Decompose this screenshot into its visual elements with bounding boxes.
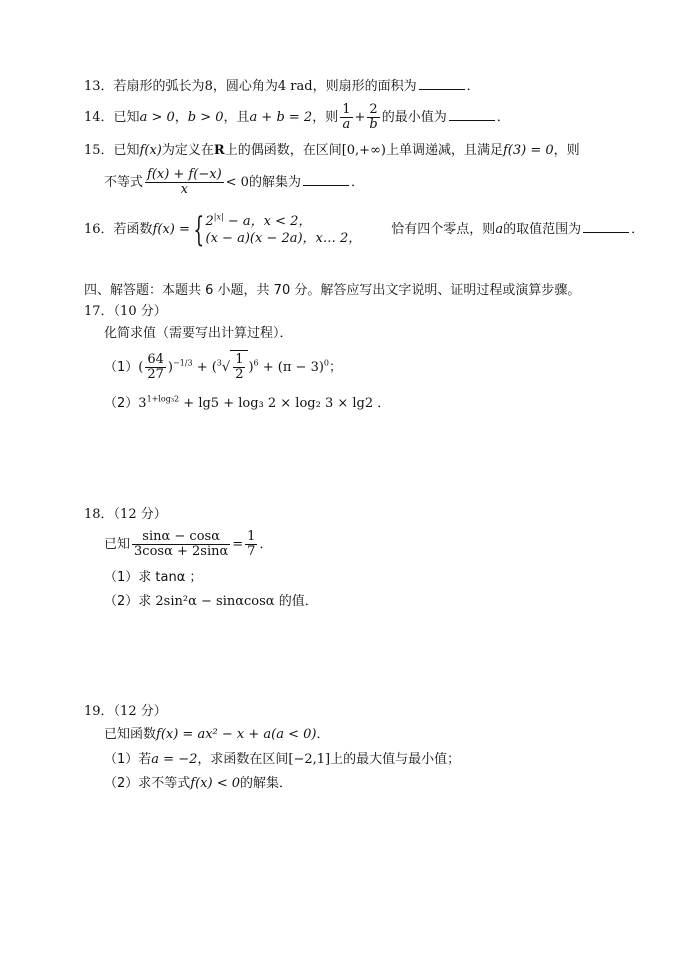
q18-end: ． (259, 537, 273, 552)
q16-number: 16． (84, 222, 114, 237)
case-1 (206, 213, 362, 230)
q13-number: 13． (84, 79, 114, 94)
q19-inequality: f(x) < 0 (190, 776, 240, 791)
answer-blank (449, 109, 495, 121)
q16-text: 若函数 (113, 222, 153, 237)
answer-blank (583, 221, 629, 233)
q14-cond-a: a > 0 (139, 110, 175, 125)
numerator: 1 (235, 352, 244, 367)
q19-condition: a = −2 (151, 752, 198, 767)
q14-end: ． (496, 110, 510, 125)
q19-end: ． (316, 727, 330, 742)
q18-text: 的值． (274, 594, 318, 609)
case-2: (x − a)(x − 2a)，x… 2， (205, 230, 362, 246)
log-expression: + lg5 + log₃ 2 × log₂ 3 × lg2 ． (179, 396, 391, 411)
question-19-header: 19．（12 分） (84, 704, 167, 719)
plus: + ( (192, 360, 217, 375)
q15-condition: f(3) = 0 (503, 143, 554, 158)
exponent: 1+log₃2 (146, 394, 180, 404)
question-19-part-2 (104, 776, 292, 792)
case-1-base: 2 (205, 213, 214, 229)
question-13 (84, 78, 480, 95)
numerator: sinα − cosα (132, 530, 230, 545)
q15-text: 不等式 (104, 175, 144, 190)
q16-text: 的取值范围为 (503, 222, 582, 237)
piecewise-cases (206, 213, 362, 247)
q14-text: 已知 (113, 110, 140, 125)
paren: ) (167, 360, 173, 375)
question-17-header: 17．（10 分） (84, 304, 167, 319)
denominator: 7 (247, 544, 256, 559)
part-label: （1） (104, 360, 139, 375)
q15-text: 上单调递减，且满足 (385, 143, 503, 158)
pi-term: + (π − 3) (258, 360, 324, 375)
q14-sep: ， (174, 110, 188, 125)
q16-end: ． (631, 222, 645, 237)
part-label: （2） (104, 396, 139, 411)
q15-text: 为定义在 (161, 143, 214, 158)
q19-text: 上的最大值与最小值； (330, 752, 461, 767)
question-18-part-1: （1）求 tanα ； (104, 570, 203, 585)
numerator: 64 (147, 352, 164, 367)
q13-end: ． (466, 79, 480, 94)
exponent: 6 (253, 358, 259, 368)
q13-text: ，圆心角为 (212, 79, 278, 94)
exponent: −1/3 (172, 358, 193, 368)
answer-blank (419, 78, 465, 90)
fraction-1-over-a (340, 103, 352, 132)
case-1-exponent: |x| (213, 212, 224, 222)
question-14 (84, 103, 510, 133)
q13-arc-length: 8 (204, 79, 213, 94)
equals: = (232, 537, 244, 552)
q16-text: 恰有四个零点，则 (391, 222, 496, 237)
part-end: ； (329, 360, 343, 375)
q18-text: （2）求 (104, 594, 156, 609)
q15-text: ，则 (553, 143, 580, 158)
q15-number: 15． (84, 143, 114, 158)
question-16 (84, 210, 644, 250)
q15-text: 已知 (113, 143, 140, 158)
q15-end: ． (350, 175, 364, 190)
answer-blank (303, 174, 349, 186)
q16-function: f(x) = (152, 222, 190, 237)
denominator: 27 (147, 367, 164, 382)
q14-number: 14． (84, 110, 114, 125)
q14-cond-b: b > 0 (187, 110, 224, 125)
q15-reals: R (213, 143, 225, 158)
denominator: a (342, 117, 351, 132)
case-1-rest: − a，x < 2， (223, 213, 312, 229)
q13-text: ，则扇形的面积为 (312, 79, 417, 94)
radical-sign: √ (221, 360, 231, 375)
q19-text: 的解集． (240, 776, 293, 791)
base: 3 (138, 396, 147, 411)
plus: + (354, 110, 366, 125)
question-18-part-2 (104, 594, 318, 610)
denominator: 2 (235, 367, 244, 382)
q19-text: （1）若 (104, 752, 152, 767)
fraction-64-27 (145, 353, 166, 382)
numerator: f(x) + f(−x) (147, 167, 222, 182)
question-18-given (104, 528, 272, 562)
denominator: x (180, 182, 188, 197)
q13-text: 若扇形的弧长为 (113, 79, 205, 94)
question-17-part-1 (104, 350, 342, 385)
q14-text: 的最小值为 (381, 110, 447, 125)
q19-text: （2）求不等式 (104, 776, 191, 791)
q19-text: 已知函数 (104, 727, 157, 742)
denominator: 3cosα + 2sinα (134, 544, 229, 559)
question-15-line-2 (104, 168, 364, 198)
q18-fraction (132, 530, 230, 559)
piecewise-brace: { (193, 209, 205, 250)
q19-text: ，求函数在区间 (197, 752, 289, 767)
question-19-given (104, 727, 330, 743)
q15-text: 上的偶函数，在区间 (224, 143, 342, 158)
paren: ( (138, 360, 144, 375)
fraction-1-2 (233, 353, 245, 382)
q13-angle: 4 rad (277, 79, 313, 94)
q18-text: 已知 (104, 537, 131, 552)
question-18-header: 18．（12 分） (84, 507, 167, 522)
fraction-1-7 (245, 530, 257, 559)
q19-interval: [−2,1] (288, 752, 331, 767)
question-19-part-1 (104, 752, 460, 768)
numerator: 1 (342, 102, 351, 117)
q18-expression: 2sin²α − sinαcosα (155, 594, 275, 609)
q19-function: f(x) = ax² − x + a(a < 0) (156, 727, 317, 742)
q14-text: ，则 (312, 110, 339, 125)
question-17-part-2 (104, 396, 390, 412)
question-17-intro: 化简求值（需要写出计算过程）． (104, 326, 293, 341)
root-index: 3 (216, 358, 222, 368)
radicand (230, 350, 248, 385)
q14-text: ，且 (223, 110, 250, 125)
denominator: b (369, 117, 378, 132)
q15-function: f(x) (139, 143, 162, 158)
q16-param: a (495, 222, 504, 237)
q15-less-than: < 0 (225, 175, 249, 190)
paren: ) (248, 360, 254, 375)
exponent: 0 (323, 358, 330, 368)
section-header: 四、解答题：本题共 6 小题，共 70 分。解答应写出文字说明、证明过程或演算步骤。 (84, 283, 581, 298)
numerator: 2 (367, 103, 379, 118)
q14-cond-sum: a + b = 2 (249, 110, 313, 125)
question-15 (84, 143, 580, 159)
fraction-2-over-b (367, 103, 379, 132)
q15-interval: [0,+∞) (341, 143, 386, 158)
q15-fraction (145, 168, 224, 197)
q15-text: 的解集为 (248, 175, 301, 190)
numerator: 1 (247, 529, 256, 544)
